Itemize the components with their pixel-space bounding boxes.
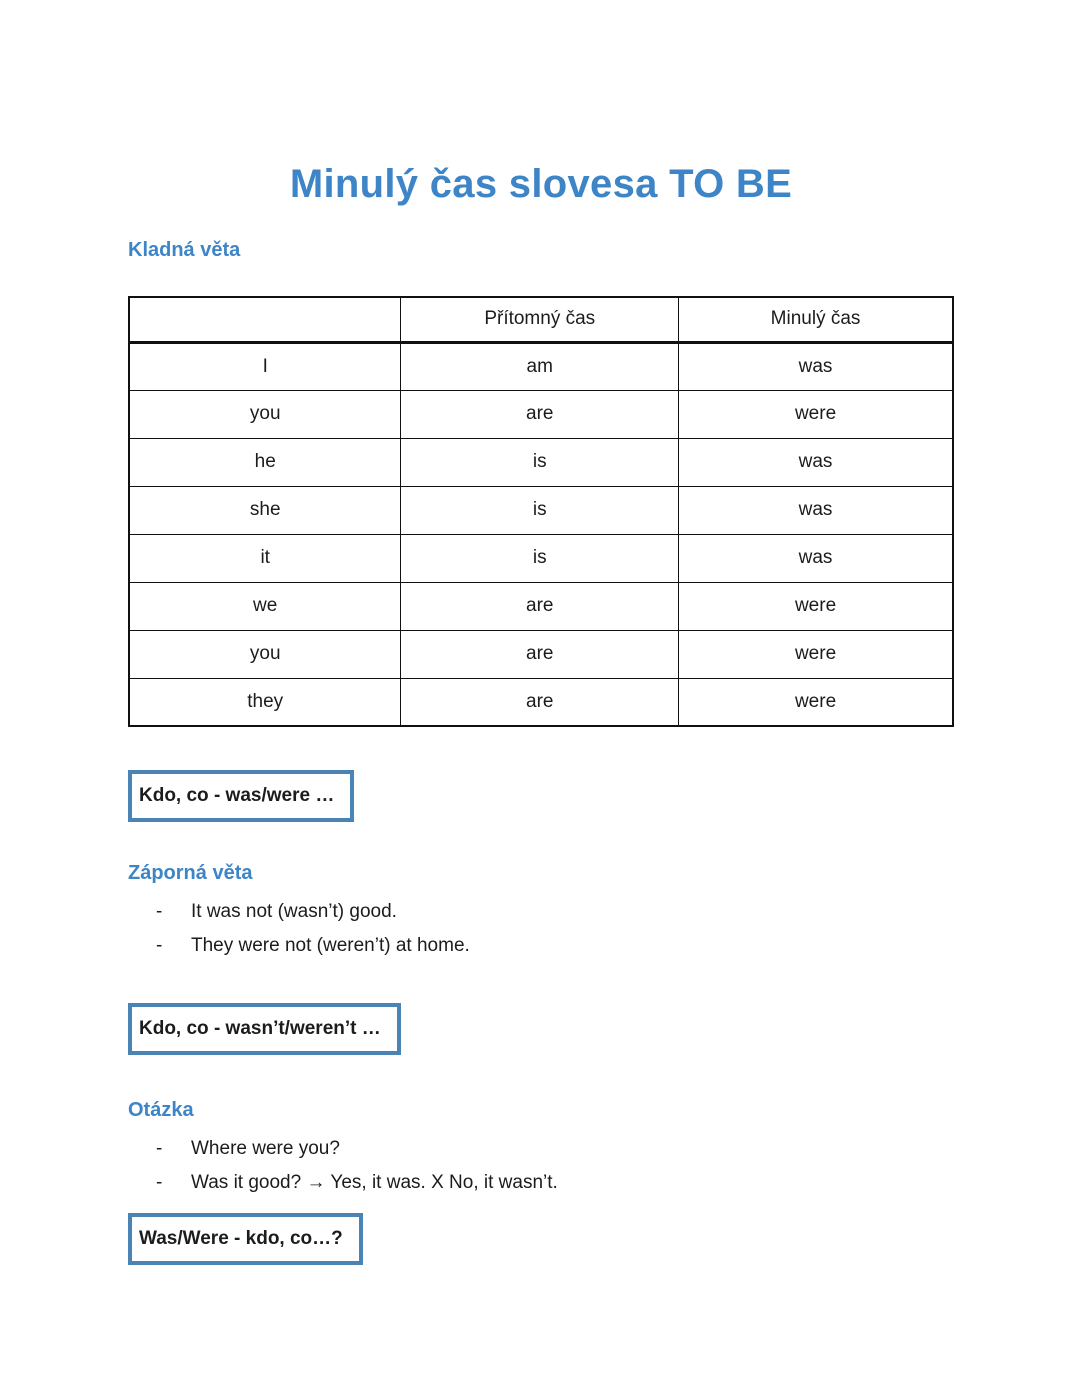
section-heading-question: Otázka xyxy=(128,1099,194,1121)
section-heading-affirmative: Kladná věta xyxy=(128,239,241,261)
question-examples-list xyxy=(128,1132,954,1200)
note-text-negative: Kdo, co - wasn’t/weren’t … xyxy=(139,1018,381,1039)
table-row xyxy=(129,678,953,726)
list-item xyxy=(156,1166,954,1200)
list-item-text: They were not (weren’t) at home. xyxy=(191,935,470,956)
pronoun-cell: you xyxy=(129,630,401,678)
past-cell: was xyxy=(679,534,953,582)
dash-bullet xyxy=(156,895,191,929)
past-cell: was xyxy=(679,486,953,534)
past-cell: were xyxy=(679,582,953,630)
past-cell: were xyxy=(679,630,953,678)
present-cell: are xyxy=(401,630,679,678)
past-cell: were xyxy=(679,390,953,438)
note-text-question: Was/Were - kdo, co…? xyxy=(139,1228,343,1249)
pronoun-cell: I xyxy=(129,342,401,390)
pronoun-cell: it xyxy=(129,534,401,582)
section-negative xyxy=(128,862,954,1055)
note-box-question xyxy=(128,1213,363,1265)
note-box-negative xyxy=(128,1003,401,1055)
pronoun-cell: she xyxy=(129,486,401,534)
section-question xyxy=(128,1099,954,1265)
present-cell: are xyxy=(401,678,679,726)
table-row xyxy=(129,486,953,534)
present-cell: are xyxy=(401,390,679,438)
table-row xyxy=(129,630,953,678)
page-title: Minulý čas slovesa TO BE xyxy=(289,162,793,206)
note-box-affirmative xyxy=(128,770,354,822)
list-item xyxy=(156,895,954,929)
past-cell: was xyxy=(679,438,953,486)
dash-bullet xyxy=(156,1166,191,1200)
past-cell: were xyxy=(679,678,953,726)
list-item-text: It was not (wasn’t) good. xyxy=(191,901,397,922)
list-item xyxy=(156,1132,954,1166)
present-cell: is xyxy=(401,486,679,534)
list-item-text: Was it good? → Yes, it was. X No, it wasn’t. xyxy=(191,1172,558,1193)
dash-bullet xyxy=(156,929,191,963)
present-cell: am xyxy=(401,342,679,390)
table-row xyxy=(129,534,953,582)
list-item xyxy=(156,929,954,963)
list-item-text: Where were you? xyxy=(191,1138,340,1159)
present-cell: are xyxy=(401,582,679,630)
present-cell: is xyxy=(401,438,679,486)
pronoun-cell: they xyxy=(129,678,401,726)
pronoun-cell: he xyxy=(129,438,401,486)
pronoun-cell: we xyxy=(129,582,401,630)
section-heading-negative: Záporná věta xyxy=(128,862,253,884)
present-cell: is xyxy=(401,534,679,582)
past-cell: was xyxy=(679,342,953,390)
table-row xyxy=(129,438,953,486)
table-row xyxy=(129,342,953,390)
table-header-pronoun xyxy=(129,297,401,342)
pronoun-cell: you xyxy=(129,390,401,438)
negative-examples-list xyxy=(128,895,954,963)
table-header-past: Minulý čas xyxy=(679,297,953,342)
table-row xyxy=(129,390,953,438)
table-row xyxy=(129,582,953,630)
conjugation-table xyxy=(128,296,954,727)
dash-bullet xyxy=(156,1132,191,1166)
note-text-affirmative: Kdo, co - was/were … xyxy=(139,785,335,806)
table-header-present: Přítomný čas xyxy=(401,297,679,342)
table-header-row xyxy=(129,297,953,342)
section-affirmative xyxy=(128,239,954,822)
